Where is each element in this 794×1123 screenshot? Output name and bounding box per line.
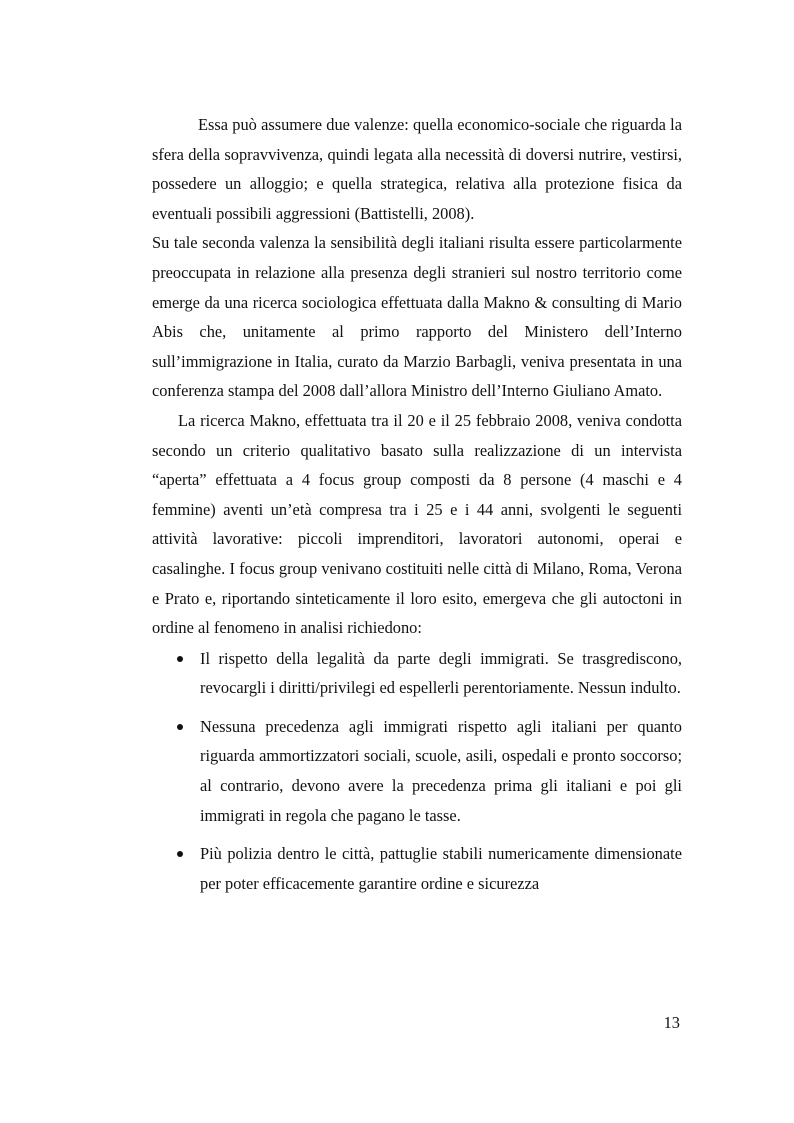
list-item-text: Il rispetto della legalità da parte degli immigrati. Se trasgrediscono, revocargli i diritti/privilegi ed espellerli perentoriamente. Nessun indulto.	[200, 648, 682, 698]
bullet-icon	[177, 724, 183, 730]
bullet-icon	[177, 851, 183, 857]
list-item-text: Nessuna precedenza agli immigrati rispetto agli italiani per quanto riguarda ammortizzatori sociali, scuole, asili, ospedali e pronto soccorso; al contrario, devono avere la precedenza prima gli italiani e poi gli immigrati in regola che pagano le tasse.	[200, 716, 682, 825]
bullet-icon	[177, 656, 183, 662]
page-number: 13	[663, 1013, 680, 1032]
list-item	[200, 839, 682, 898]
page-body	[152, 110, 682, 907]
paragraph: La ricerca Makno, effettuata tra il 20 e il 25 febbraio 2008, veniva condotta secondo un criterio qualitativo basato sulla realizzazione di un intervista “aperta” effettuata a 4 focus group composti da 8 persone (4 maschi e 4 femmine) aventi un’età compresa tra i 25 e i 44 anni, svolgenti le seguenti attività lavorative: piccoli imprenditori, lavoratori autonomi, operai e casalinghe. I focus group venivano costituiti nelle città di Milano, Roma, Verona e Prato e, riportando sinteticamente il loro esito, emergeva che gli autoctoni in ordine al fenomeno in analisi richiedono:	[152, 410, 682, 638]
list-item	[200, 644, 682, 703]
paragraph: Essa può assumere due valenze: quella economico-sociale che riguarda la sfera della sopravvivenza, quindi legata alla necessità di doversi nutrire, vestirsi, possedere un alloggio; e quella strategica, relativa alla protezione fisica da eventuali possibili aggressioni (Battistelli, 2008).	[152, 115, 682, 223]
list-item-text: Più polizia dentro le città, pattuglie stabili numericamente dimensionate per poter efficacemente garantire ordine e sicurezza	[200, 844, 682, 893]
bullet-list	[152, 644, 682, 899]
list-item	[200, 712, 682, 830]
paragraph: Su tale seconda valenza la sensibilità degli italiani risulta essere particolarmente preoccupata in relazione alla presenza degli stranieri sul nostro territorio come emerge da una ricerca sociologica effettuata dalla Makno & consulting di Mario Abis che, unitamente al primo rapporto del Ministero dell’Interno sull’immigrazione in Italia, curato da Marzio Barbagli, veniva presentata in una conferenza stampa del 2008 dall’allora Ministro dell’Interno Giuliano Amato.	[152, 233, 682, 401]
